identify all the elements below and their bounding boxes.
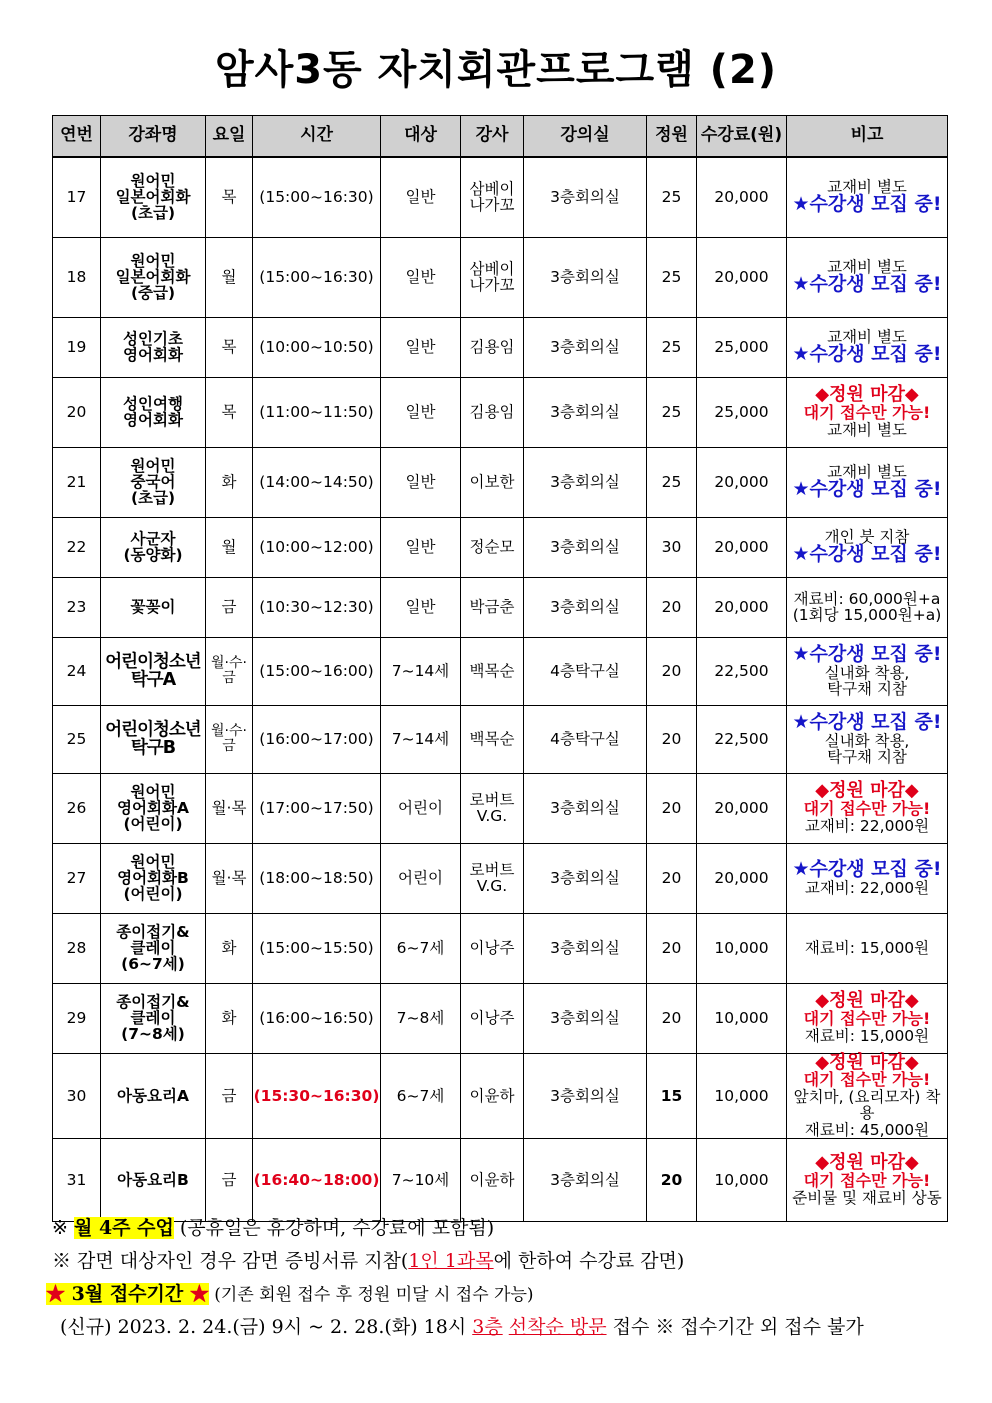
footer-weekly-note: (공휴일은 휴강하며, 수강료에 포함됨) [173, 1217, 495, 1239]
course-name-line: 아동요리A [117, 1086, 189, 1105]
remark-plain: 재료비: 15,000원 [804, 1026, 930, 1045]
day-of-week: 월 [206, 237, 253, 317]
remarks [787, 237, 948, 317]
tuition-fee: 20,000 [697, 517, 787, 577]
table-row [53, 517, 948, 577]
course-name-line: (동양화) [123, 546, 183, 564]
target-group: 7~14세 [381, 637, 461, 705]
row-number: 20 [53, 377, 101, 447]
remark-plain: 개인 붓 지참 [824, 527, 910, 546]
tuition-fee: 10,000 [697, 913, 787, 983]
instructor-name [461, 517, 524, 577]
course-name-line: (6~7세) [121, 955, 185, 974]
row-number: 24 [53, 637, 101, 705]
remark-recruit: ★수강생 모집 중! [792, 343, 942, 366]
day-of-week: 월·수·금 [206, 705, 253, 773]
table-row [53, 637, 948, 705]
reception-outside-note: 접수 ※ 접수기간 외 접수 불가 [606, 1316, 864, 1338]
target-group: 일반 [381, 577, 461, 637]
header-day: 요일 [206, 116, 253, 158]
course-name-line: 클레이 [130, 1008, 176, 1027]
header-note: 비고 [787, 116, 948, 158]
course-name-line: 원어민 [130, 171, 176, 190]
day-of-week: 월·목 [206, 773, 253, 843]
day-of-week: 금 [206, 1053, 253, 1138]
course-name [101, 377, 206, 447]
instructor-line: 이윤하 [469, 1086, 515, 1105]
classroom: 3층회의실 [524, 983, 647, 1053]
course-name-line: (초급) [130, 489, 176, 508]
instructor-name [461, 447, 524, 517]
table-row [53, 1053, 948, 1138]
table-row [53, 317, 948, 377]
table-row [53, 1138, 948, 1221]
capacity: 20 [647, 577, 697, 637]
remark-plain: 교재비 별도 [827, 420, 907, 439]
star-icon-left: ★ [46, 1283, 66, 1305]
course-name-line: 원어민 [130, 456, 176, 475]
row-number: 19 [53, 317, 101, 377]
remark-closed: ◆정원 마감◆ [815, 384, 919, 406]
table-row [53, 773, 948, 843]
header-room: 강의실 [524, 116, 647, 158]
remarks [787, 843, 948, 913]
classroom: 3층회의실 [524, 773, 647, 843]
instructor-line: 나가꼬 [469, 196, 515, 215]
remarks [787, 517, 948, 577]
instructor-line: 삼베이 [469, 259, 515, 278]
classroom: 3층회의실 [524, 317, 647, 377]
table-row [53, 237, 948, 317]
instructor-line: V.G. [476, 807, 508, 825]
instructor-line: 나가꼬 [469, 276, 515, 294]
row-number: 18 [53, 237, 101, 317]
capacity: 20 [647, 773, 697, 843]
remark-plain: 재료비: 15,000원 [804, 938, 930, 957]
class-time: (15:00~16:00) [253, 637, 381, 705]
instructor-line: 이낭주 [469, 1008, 515, 1027]
course-name-line: 일본어회화 [115, 267, 191, 286]
remark-plain: (1회당 15,000원+a) [792, 606, 942, 624]
instructor-line: 김용임 [469, 402, 515, 421]
course-name-line: 종이접기& [116, 992, 190, 1011]
day-of-week: 목 [206, 317, 253, 377]
target-group: 7~8세 [381, 983, 461, 1053]
instructor-line: 박금춘 [469, 597, 515, 616]
target-group: 7~14세 [381, 705, 461, 773]
remark-plain: 준비물 및 재료비 상동 [792, 1188, 942, 1207]
day-of-week: 목 [206, 157, 253, 237]
footer-mark: ※ [52, 1217, 74, 1239]
remark-plain: 앞치마, (요리모자) 착용 [793, 1088, 941, 1123]
tuition-fee: 20,000 [697, 447, 787, 517]
course-name-line: 영어회화A [117, 798, 189, 817]
instructor-name [461, 237, 524, 317]
class-time: (11:00~11:50) [253, 377, 381, 447]
header-capacity: 정원 [647, 116, 697, 158]
course-name [101, 1053, 206, 1138]
classroom: 3층회의실 [524, 577, 647, 637]
capacity: 30 [647, 517, 697, 577]
remark-recruit: ★수강생 모집 중! [792, 543, 942, 566]
row-number: 29 [53, 983, 101, 1053]
remark-plain: 실내화 착용, [824, 663, 910, 682]
header-course: 강좌명 [101, 116, 206, 158]
row-number: 23 [53, 577, 101, 637]
footer-weekly-highlight: 월 4주 수업 [73, 1217, 174, 1239]
remark-plain: 탁구채 지참 [827, 747, 907, 766]
course-name [101, 1138, 206, 1221]
course-name [101, 843, 206, 913]
capacity: 20 [647, 913, 697, 983]
remarks [787, 913, 948, 983]
course-name-line: 중국어 [130, 472, 176, 491]
remark-waiting: 대기 접수만 가능! [803, 1070, 931, 1090]
remark-waiting: 대기 접수만 가능! [803, 1170, 931, 1190]
course-name [101, 517, 206, 577]
remarks [787, 773, 948, 843]
course-name-line: 원어민 [130, 852, 176, 871]
day-of-week: 화 [206, 983, 253, 1053]
course-name [101, 637, 206, 705]
remark-plain: 실내화 착용, [824, 731, 910, 750]
page-title: 암사3동 자치회관프로그램 (2) [214, 47, 778, 93]
course-name-line: 영어회화B [117, 868, 189, 887]
instructor-name [461, 705, 524, 773]
header-target: 대상 [381, 116, 461, 158]
day-of-week: 월·목 [206, 843, 253, 913]
remark-closed: ◆정원 마감◆ [815, 1152, 919, 1173]
remarks [787, 577, 948, 637]
header-fee: 수강료(원) [697, 116, 787, 158]
classroom: 3층회의실 [524, 843, 647, 913]
instructor-line: 김용임 [469, 337, 515, 356]
course-name-line: (7~8세) [121, 1025, 185, 1044]
day-of-week: 화 [206, 447, 253, 517]
capacity: 20 [647, 1138, 697, 1221]
course-name [101, 577, 206, 637]
tuition-fee: 20,000 [697, 843, 787, 913]
tuition-fee: 25,000 [697, 317, 787, 377]
footer-discount-pre: ※ 감면 대상자인 경우 감면 증빙서류 지참( [52, 1250, 409, 1272]
tuition-fee: 20,000 [697, 773, 787, 843]
remark-plain: 재료비: 45,000원 [804, 1120, 930, 1139]
instructor-line: V.G. [476, 877, 508, 895]
course-name-line: 원어민 [130, 782, 176, 801]
tuition-fee: 25,000 [697, 377, 787, 447]
class-time: (17:00~17:50) [253, 773, 381, 843]
capacity: 25 [647, 157, 697, 237]
footer-line-1 [52, 1213, 494, 1240]
target-group: 일반 [381, 317, 461, 377]
class-time: (18:00~18:50) [253, 843, 381, 913]
tuition-fee: 22,500 [697, 705, 787, 773]
classroom: 3층회의실 [524, 1138, 647, 1221]
instructor-name [461, 317, 524, 377]
remarks [787, 1138, 948, 1221]
remark-plain: 재료비: 60,000원+a [793, 589, 941, 608]
class-time: (15:00~16:30) [253, 237, 381, 317]
course-name [101, 983, 206, 1053]
capacity: 15 [647, 1053, 697, 1138]
instructor-name [461, 377, 524, 447]
course-name [101, 157, 206, 237]
target-group: 6~7세 [381, 913, 461, 983]
day-of-week: 금 [206, 1138, 253, 1221]
class-time: (14:00~14:50) [253, 447, 381, 517]
footer-line-4 [60, 1312, 864, 1339]
table-row [53, 447, 948, 517]
instructor-name [461, 773, 524, 843]
tuition-fee: 10,000 [697, 983, 787, 1053]
target-group: 일반 [381, 157, 461, 237]
tuition-fee: 10,000 [697, 1138, 787, 1221]
target-group: 일반 [381, 237, 461, 317]
instructor-name [461, 983, 524, 1053]
header-instructor: 강사 [461, 116, 524, 158]
remark-plain: 교재비 별도 [827, 327, 907, 346]
course-name-line: 아동요리B [117, 1170, 189, 1189]
instructor-name [461, 157, 524, 237]
reception-title [46, 1283, 209, 1305]
remark-recruit: ★수강생 모집 중! [792, 478, 942, 501]
remark-plain: 교재비 별도 [827, 462, 907, 481]
row-number: 31 [53, 1138, 101, 1221]
capacity: 25 [647, 377, 697, 447]
day-of-week: 금 [206, 577, 253, 637]
table-row [53, 843, 948, 913]
capacity: 25 [647, 317, 697, 377]
instructor-line: 로버트 [469, 860, 515, 879]
course-name-line: 성인여행 [123, 394, 183, 413]
row-number: 17 [53, 157, 101, 237]
instructor-name [461, 637, 524, 705]
remarks [787, 983, 948, 1053]
footer-discount-red: 1인 1과목 [408, 1250, 494, 1272]
course-name-line: 탁구B [130, 738, 176, 758]
instructor-name [461, 577, 524, 637]
remarks [787, 317, 948, 377]
row-number: 21 [53, 447, 101, 517]
course-name-line: 일본어회화 [115, 188, 191, 207]
header-time: 시간 [253, 116, 381, 158]
target-group: 7~10세 [381, 1138, 461, 1221]
instructor-line: 이윤하 [469, 1170, 515, 1189]
instructor-name [461, 1138, 524, 1221]
day-of-week: 목 [206, 377, 253, 447]
row-number: 26 [53, 773, 101, 843]
capacity: 20 [647, 637, 697, 705]
class-time: (10:00~12:00) [253, 517, 381, 577]
remark-recruit: ★수강생 모집 중! [792, 193, 942, 216]
tuition-fee: 22,500 [697, 637, 787, 705]
reception-method: 선착순 방문 [508, 1316, 607, 1338]
footer-discount-post: 에 한하여 수강료 감면) [493, 1250, 685, 1272]
course-name-line: 어린이청소년 [105, 651, 201, 672]
footer-line-3 [46, 1279, 534, 1306]
remarks [787, 637, 948, 705]
instructor-name [461, 843, 524, 913]
course-name [101, 705, 206, 773]
instructor-line: 정순모 [469, 537, 515, 556]
course-name-line: 영어회화 [123, 411, 183, 429]
course-name-line: 종이접기& [116, 922, 190, 941]
table-row [53, 377, 948, 447]
capacity: 20 [647, 705, 697, 773]
remark-waiting: 대기 접수만 가능! [803, 1008, 931, 1028]
classroom: 3층회의실 [524, 1053, 647, 1138]
tuition-fee: 20,000 [697, 157, 787, 237]
remark-plain: 교재비 별도 [827, 257, 907, 276]
capacity: 25 [647, 237, 697, 317]
remark-recruit: ★수강생 모집 중! [792, 857, 942, 880]
remarks [787, 377, 948, 447]
remark-recruit: ★수강생 모집 중! [792, 642, 942, 665]
remark-plain: 교재비: 22,000원 [804, 878, 930, 897]
star-icon-right: ★ [189, 1283, 209, 1305]
classroom: 3층회의실 [524, 913, 647, 983]
table-row [53, 577, 948, 637]
course-name [101, 447, 206, 517]
target-group: 일반 [381, 517, 461, 577]
instructor-line: 백목순 [469, 661, 515, 680]
remark-closed: ◆정원 마감◆ [815, 990, 919, 1012]
remarks [787, 705, 948, 773]
course-name-line: (중급) [130, 284, 176, 303]
class-time: (16:00~17:00) [253, 705, 381, 773]
classroom: 3층회의실 [524, 237, 647, 317]
row-number: 28 [53, 913, 101, 983]
target-group: 일반 [381, 377, 461, 447]
course-name-line: 어린이청소년 [105, 719, 201, 740]
remark-recruit: ★수강생 모집 중! [792, 710, 942, 733]
target-group: 일반 [381, 447, 461, 517]
row-number: 25 [53, 705, 101, 773]
tuition-fee: 20,000 [697, 237, 787, 317]
target-group: 6~7세 [381, 1053, 461, 1138]
remark-plain: 교재비 별도 [827, 178, 907, 197]
classroom: 3층회의실 [524, 447, 647, 517]
class-time: (10:00~10:50) [253, 317, 381, 377]
course-name-line: 사군자 [130, 529, 176, 548]
table-row [53, 705, 948, 773]
classroom: 4층탁구실 [524, 637, 647, 705]
remark-waiting: 대기 접수만 가능! [803, 402, 931, 422]
course-name-line: (초급) [130, 204, 176, 223]
course-name-line: 영어회화 [123, 346, 183, 364]
classroom: 3층회의실 [524, 157, 647, 237]
table-row [53, 983, 948, 1053]
instructor-name [461, 1053, 524, 1138]
remark-closed: ◆정원 마감◆ [815, 780, 919, 802]
capacity: 25 [647, 447, 697, 517]
table-header-row [53, 116, 948, 158]
course-name-line: 클레이 [130, 938, 176, 957]
course-name [101, 773, 206, 843]
day-of-week: 화 [206, 913, 253, 983]
remarks [787, 1053, 948, 1138]
class-time: (15:30~16:30) [253, 1053, 381, 1138]
course-name-line: (어린이) [123, 815, 183, 834]
target-group: 어린이 [381, 773, 461, 843]
classroom: 4층탁구실 [524, 705, 647, 773]
target-group: 어린이 [381, 843, 461, 913]
footer-line-2 [52, 1246, 684, 1273]
remark-plain: 탁구채 지참 [827, 679, 907, 698]
row-number: 27 [53, 843, 101, 913]
instructor-line: 로버트 [469, 790, 515, 809]
course-name [101, 317, 206, 377]
classroom: 3층회의실 [524, 377, 647, 447]
instructor-line: 이낭주 [469, 938, 515, 957]
class-time: (15:00~15:50) [253, 913, 381, 983]
instructor-name [461, 913, 524, 983]
remark-recruit: ★수강생 모집 중! [792, 273, 942, 296]
program-table [52, 115, 948, 1222]
tuition-fee: 20,000 [697, 577, 787, 637]
reception-note: (기존 회원 접수 후 정원 미달 시 접수 가능) [208, 1285, 534, 1305]
remarks [787, 157, 948, 237]
header-no: 연번 [53, 116, 101, 158]
class-time: (10:30~12:30) [253, 577, 381, 637]
class-time: (16:00~16:50) [253, 983, 381, 1053]
course-name [101, 913, 206, 983]
course-name-line: 탁구A [130, 670, 176, 690]
remark-plain: 교재비: 22,000원 [804, 816, 930, 835]
course-name-line: 원어민 [130, 251, 176, 270]
remark-closed: ◆정원 마감◆ [815, 1051, 919, 1073]
classroom: 3층회의실 [524, 517, 647, 577]
course-name [101, 237, 206, 317]
row-number: 22 [53, 517, 101, 577]
instructor-line: 삼베이 [469, 179, 515, 198]
reception-period: (신규) 2023. 2. 24.(금) 9시 ~ 2. 28.(화) 18시 [60, 1316, 473, 1338]
class-time: (16:40~18:00) [253, 1138, 381, 1221]
course-name-line: 성인기초 [123, 329, 183, 348]
row-number: 30 [53, 1053, 101, 1138]
day-of-week: 월·수·금 [206, 637, 253, 705]
instructor-line: 이보한 [469, 472, 515, 491]
remark-waiting: 대기 접수만 가능! [803, 798, 931, 818]
course-name-line: (어린이) [123, 885, 183, 904]
reception-label: 3월 접수기간 [65, 1283, 190, 1305]
instructor-line: 백목순 [469, 729, 515, 748]
table-row [53, 157, 948, 237]
remarks [787, 447, 948, 517]
tuition-fee: 10,000 [697, 1053, 787, 1138]
capacity: 20 [647, 843, 697, 913]
day-of-week: 월 [206, 517, 253, 577]
class-time: (15:00~16:30) [253, 157, 381, 237]
course-name-line: 꽃꽂이 [130, 597, 176, 616]
table-row [53, 913, 948, 983]
capacity: 20 [647, 983, 697, 1053]
reception-floor: 3층 [472, 1316, 503, 1338]
